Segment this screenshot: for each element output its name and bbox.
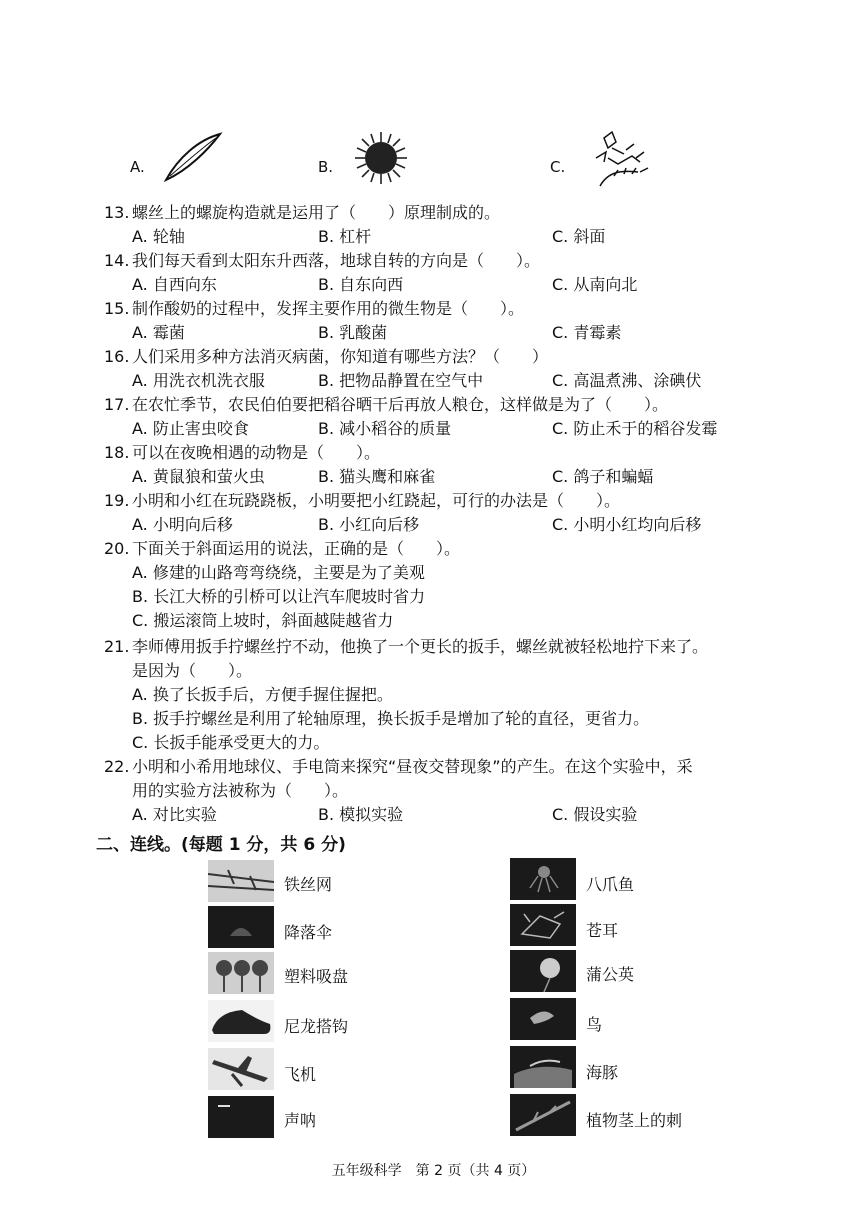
option-a: A. 防止害虫咬食 <box>132 419 249 438</box>
match-right-label: 海豚 <box>586 1063 619 1082</box>
match-left-label: 飞机 <box>284 1065 317 1084</box>
leaf-like-organism-icon <box>158 128 228 188</box>
question-number: 14. <box>104 251 130 270</box>
question-number: 19. <box>104 491 130 510</box>
question-text: 人们采用多种方法消灭病菌，你知道有哪些方法？（ ） <box>132 347 549 366</box>
question-19 <box>104 490 620 512</box>
option-a: A. 换了长扳手后，方便手握住握把。 <box>132 685 393 704</box>
question-text: 小明和小希用地球仪、手电筒来探究“昼夜交替现象”的产生。在这个实验中，采 <box>132 757 693 776</box>
option-b: B. 模拟实验 <box>318 805 404 824</box>
bacteriophage-sketch-icon <box>578 128 658 194</box>
option-b: B. 减小稻谷的质量 <box>318 419 452 438</box>
option-c: C. 假设实验 <box>552 805 638 824</box>
option-b: B. 长江大桥的引桥可以让汽车爬坡时省力 <box>132 587 426 606</box>
spiky-virus-icon <box>346 128 416 188</box>
question-text: 李师傅用扳手拧螺丝拧不动，他换了一个更长的扳手，螺丝就被轻松地拧下来了。 <box>132 637 709 656</box>
option-b: B. 自东向西 <box>318 275 404 294</box>
match-left-label: 塑料吸盘 <box>284 967 349 986</box>
question-text: 小明和小红在玩跷跷板，小明要把小红跷起，可行的办法是（ ）。 <box>132 491 621 510</box>
option-a: A. 霉菌 <box>132 323 185 342</box>
question-18 <box>104 442 380 464</box>
option-label: C. <box>550 158 566 176</box>
question-17 <box>104 394 668 416</box>
match-left-label: 声呐 <box>284 1111 317 1130</box>
parachute-icon <box>208 906 274 948</box>
option-a: A. 对比实验 <box>132 805 217 824</box>
question-number: 13. <box>104 203 130 222</box>
option-b: B. 乳酸菌 <box>318 323 388 342</box>
option-a: A. 黄鼠狼和萤火虫 <box>132 467 265 486</box>
sonar-icon <box>208 1096 274 1138</box>
question-text: 螺丝上的螺旋构造就是运用了（ ）原理制成的。 <box>132 203 501 222</box>
question-number: 15. <box>104 299 130 318</box>
question-number: 22. <box>104 757 130 776</box>
option-c: C. 高温煮沸、涂碘伏 <box>552 371 702 390</box>
option-b: B. 扳手拧螺丝是利用了轮轴原理，换长扳手是增加了轮的直径，更省力。 <box>132 709 650 728</box>
question-14 <box>104 250 540 272</box>
option-label: B. <box>318 158 334 176</box>
barbed-wire-icon <box>208 860 274 902</box>
section-title: 二、连线。(每题 1 分，共 6 分) <box>96 835 346 855</box>
question-number: 20. <box>104 539 130 558</box>
option-c: C. 青霉素 <box>552 323 622 342</box>
option-c: C. 长扳手能承受更大的力。 <box>132 733 330 752</box>
option-label: A. <box>130 158 145 176</box>
question-text-continued: 用的实验方法被称为（ ）。 <box>132 781 349 800</box>
option-a: A. 用洗衣机洗衣服 <box>132 371 265 390</box>
question-text: 可以在夜晚相遇的动物是（ ）。 <box>132 443 381 462</box>
option-b: B. 猫头鹰和麻雀 <box>318 467 436 486</box>
question-13 <box>104 202 500 224</box>
match-right-label: 鸟 <box>586 1015 603 1034</box>
question-number: 16. <box>104 347 130 366</box>
question-text: 制作酸奶的过程中，发挥主要作用的微生物是（ ）。 <box>132 299 525 318</box>
option-b: B. 把物品静置在空气中 <box>318 371 484 390</box>
option-c: C. 鸽子和蝙蝠 <box>552 467 654 486</box>
page-footer: 五年级科学 第 2 页（共 4 页） <box>331 1163 536 1179</box>
option-c: C. 斜面 <box>552 227 606 246</box>
dandelion-icon <box>510 950 576 992</box>
option-a: A. 轮轴 <box>132 227 185 246</box>
match-right-label: 八爪鱼 <box>586 875 635 894</box>
option-c: C. 小明小红均向后移 <box>552 515 702 534</box>
octopus-icon <box>510 858 576 900</box>
option-b: B. 小红向后移 <box>318 515 420 534</box>
sneaker-icon <box>208 1000 274 1042</box>
option-a: A. 修建的山路弯弯绕绕，主要是为了美观 <box>132 563 425 582</box>
match-right-label: 植物茎上的刺 <box>586 1111 683 1130</box>
option-c: C. 从南向北 <box>552 275 638 294</box>
match-right-label: 蒲公英 <box>586 965 635 984</box>
question-text: 在农忙季节，农民伯伯要把稻谷晒干后再放人粮仓，这样做是为了（ ）。 <box>132 395 669 414</box>
match-left-label: 尼龙搭钩 <box>284 1017 349 1036</box>
question-text: 我们每天看到太阳东升西落，地球自转的方向是（ ）。 <box>132 251 541 270</box>
airplane-icon <box>208 1048 274 1090</box>
match-left-label: 铁丝网 <box>284 875 333 894</box>
bird-icon <box>510 998 576 1040</box>
suction-cup-icon <box>208 952 274 994</box>
option-a: A. 自西向东 <box>132 275 217 294</box>
option-c: C. 防止禾于的稻谷发霉 <box>552 419 718 438</box>
question-16 <box>104 346 548 368</box>
match-right-label: 苍耳 <box>586 921 619 940</box>
match-left-label: 降落伞 <box>284 923 333 942</box>
image-options-row <box>130 128 770 198</box>
question-22 <box>104 756 693 778</box>
question-21 <box>104 636 708 658</box>
question-15 <box>104 298 524 320</box>
question-number: 17. <box>104 395 130 414</box>
option-a: A. 小明向后移 <box>132 515 233 534</box>
option-b: B. 杠杆 <box>318 227 372 246</box>
question-number: 18. <box>104 443 130 462</box>
question-number: 21. <box>104 637 130 656</box>
thorny-stem-icon <box>510 1094 576 1136</box>
cocklebur-icon <box>510 904 576 946</box>
question-20 <box>104 538 460 560</box>
question-text: 下面关于斜面运用的说法，正确的是（ ）。 <box>132 539 461 558</box>
question-text-continued: 是因为（ ）。 <box>132 661 253 680</box>
dolphin-icon <box>510 1046 576 1088</box>
option-c: C. 搬运滚筒上坡时，斜面越陡越省力 <box>132 611 394 630</box>
